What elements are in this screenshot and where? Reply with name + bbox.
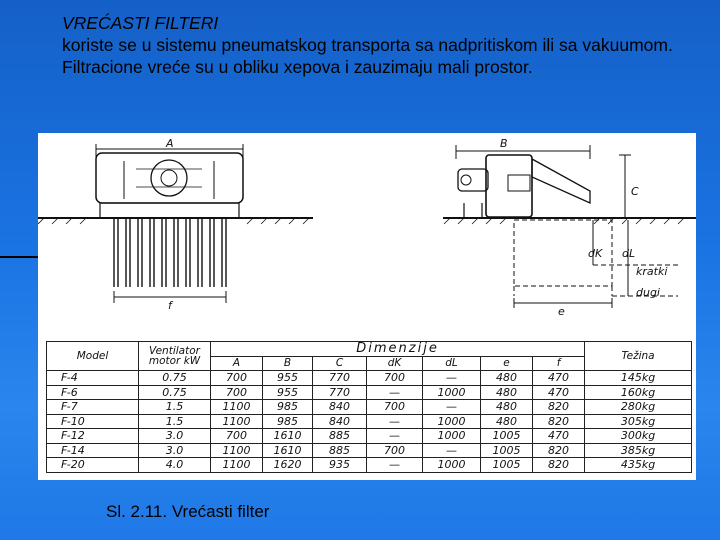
cell-dk: 700: [367, 400, 423, 415]
spec-table: [46, 341, 692, 473]
cell-kw: 1.5: [139, 400, 211, 415]
cell-model: F-20: [47, 458, 139, 473]
subheader-f: f: [533, 356, 585, 371]
cell-kw: 4.0: [139, 458, 211, 473]
cell-a: 1100: [211, 443, 263, 458]
cell-f: 820: [533, 443, 585, 458]
cell-dl: 1000: [423, 458, 481, 473]
cell-e: 1005: [481, 458, 533, 473]
table-row: [47, 371, 692, 386]
subheader-dl: dL: [423, 356, 481, 371]
cell-f: 820: [533, 458, 585, 473]
cell-dk: —: [367, 429, 423, 444]
cell-c: 770: [313, 371, 367, 386]
cell-e: 480: [481, 414, 533, 429]
cell-weight: 145kg: [585, 371, 692, 386]
cell-model: F-14: [47, 443, 139, 458]
fan-motor: [151, 160, 187, 196]
cell-kw: 1.5: [139, 414, 211, 429]
header-dims: Dimenzije: [211, 342, 585, 357]
cell-dl: —: [423, 371, 481, 386]
cell-dk: —: [367, 414, 423, 429]
filter-figure: [38, 133, 696, 480]
cell-e: 1005: [481, 443, 533, 458]
cell-kw: 3.0: [139, 429, 211, 444]
subheader-b: B: [263, 356, 313, 371]
cell-b: 985: [263, 400, 313, 415]
figure-caption: Sl. 2.11. Vrećasti filter: [106, 502, 270, 521]
subheader-e: e: [481, 356, 533, 371]
filter-bags: [114, 219, 226, 287]
cell-a: 1100: [211, 458, 263, 473]
dim-c-label: C: [631, 185, 639, 198]
cell-weight: 385kg: [585, 443, 692, 458]
cell-b: 1610: [263, 443, 313, 458]
cell-weight: 435kg: [585, 458, 692, 473]
dim-e-label: e: [558, 305, 565, 318]
cell-c: 840: [313, 400, 367, 415]
subheader-dk: dK: [367, 356, 423, 371]
header-fan: Ventilator motor kW: [139, 342, 211, 371]
cell-dl: 1000: [423, 429, 481, 444]
cell-dl: 1000: [423, 385, 481, 400]
table-header-row: [47, 342, 692, 357]
cell-kw: 0.75: [139, 385, 211, 400]
dim-dl-label: dL: [622, 247, 636, 260]
dim-dk-label: dK: [588, 247, 603, 260]
cell-c: 885: [313, 443, 367, 458]
cell-f: 470: [533, 385, 585, 400]
cell-dk: 700: [367, 443, 423, 458]
cell-weight: 280kg: [585, 400, 692, 415]
cell-model: F-4: [47, 371, 139, 386]
cell-b: 955: [263, 385, 313, 400]
cell-c: 770: [313, 385, 367, 400]
cell-dl: 1000: [423, 414, 481, 429]
cell-dl: —: [423, 443, 481, 458]
cell-kw: 3.0: [139, 443, 211, 458]
slide-body: koriste se u sistemu pneumatskog transporta sa nadpritiskom ili sa vakuumom. Filtracione vreće su u obliku xepova i zauzimaju mali prostor.: [62, 35, 673, 77]
cell-a: 1100: [211, 400, 263, 415]
cell-dl: —: [423, 400, 481, 415]
cell-e: 480: [481, 385, 533, 400]
inlet-duct: [532, 159, 590, 203]
cell-e: 1005: [481, 429, 533, 444]
cell-e: 480: [481, 371, 533, 386]
cell-dk: —: [367, 385, 423, 400]
cell-dk: —: [367, 458, 423, 473]
cell-b: 1610: [263, 429, 313, 444]
cell-a: 700: [211, 385, 263, 400]
table-row: [47, 400, 692, 415]
cell-f: 470: [533, 429, 585, 444]
cell-c: 885: [313, 429, 367, 444]
cell-weight: 305kg: [585, 414, 692, 429]
cell-weight: 300kg: [585, 429, 692, 444]
dim-a-label: A: [166, 137, 174, 150]
cell-b: 985: [263, 414, 313, 429]
cell-a: 700: [211, 429, 263, 444]
cell-f: 820: [533, 414, 585, 429]
label-short: kratki: [636, 265, 668, 278]
cell-dk: 700: [367, 371, 423, 386]
cell-model: F-6: [47, 385, 139, 400]
slide-text: [62, 12, 682, 78]
dim-f-label: f: [168, 299, 172, 312]
table-row: [47, 458, 692, 473]
table-row: [47, 429, 692, 444]
cell-model: F-12: [47, 429, 139, 444]
fan-motor-side: [458, 169, 488, 191]
slide-title: VREĆASTI FILTERI: [62, 13, 219, 33]
cell-weight: 160kg: [585, 385, 692, 400]
cell-a: 700: [211, 371, 263, 386]
filter-housing-side: [486, 155, 532, 217]
cell-kw: 0.75: [139, 371, 211, 386]
table-row: [47, 414, 692, 429]
cell-c: 840: [313, 414, 367, 429]
cell-c: 935: [313, 458, 367, 473]
header-weight: Težina: [585, 342, 692, 371]
cell-b: 955: [263, 371, 313, 386]
label-long: dugi: [636, 286, 660, 299]
header-model: Model: [47, 342, 139, 371]
cell-model: F-7: [47, 400, 139, 415]
cell-b: 1620: [263, 458, 313, 473]
dim-b-label: B: [500, 137, 508, 150]
cell-a: 1100: [211, 414, 263, 429]
cell-f: 820: [533, 400, 585, 415]
cell-e: 480: [481, 400, 533, 415]
table-row: [47, 443, 692, 458]
cell-f: 470: [533, 371, 585, 386]
cell-model: F-10: [47, 414, 139, 429]
table-row: [47, 385, 692, 400]
subheader-a: A: [211, 356, 263, 371]
subheader-c: C: [313, 356, 367, 371]
